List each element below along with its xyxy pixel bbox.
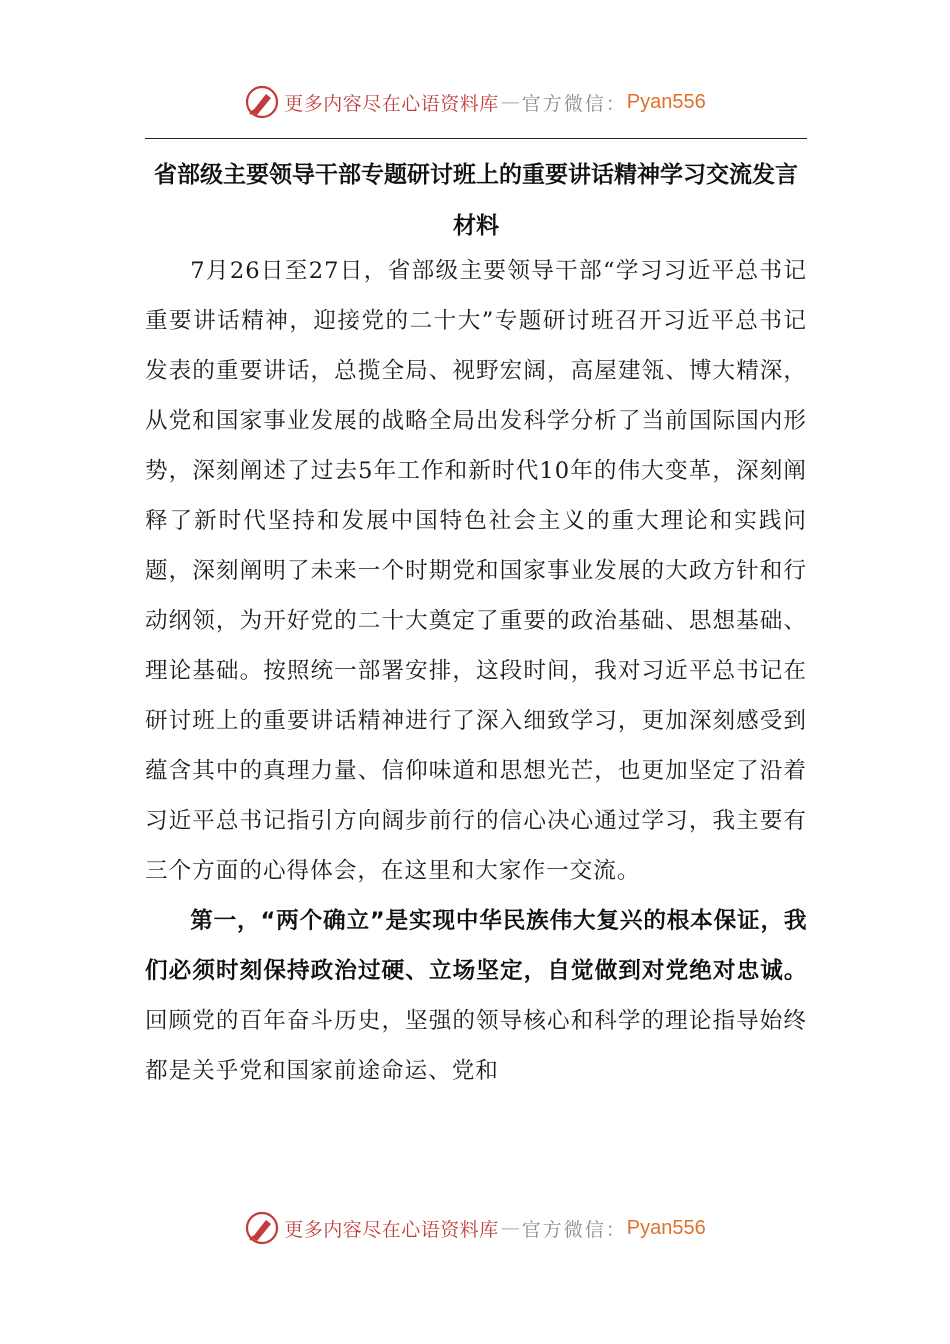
- header-rule: [145, 138, 807, 139]
- banner-separator: —: [500, 1217, 520, 1239]
- banner-wechat-label: 官方微信：: [521, 92, 627, 115]
- document-body: [145, 246, 807, 1096]
- paragraph-text: 回顾党的百年奋斗历史，坚强的领导核心和科学的理论指导始终都是关乎党和国家前途命运、党和: [145, 1008, 807, 1084]
- pen-nib-circle-icon: [244, 1210, 280, 1246]
- banner-wechat-id: Pyan556: [626, 90, 706, 113]
- body-paragraph: [145, 896, 807, 1096]
- document-title: 省部级主要领导干部专题研讨班上的重要讲话精神学习交流发言材料: [154, 162, 798, 239]
- pen-nib-circle-icon: [244, 84, 280, 120]
- banner-slogan: 更多内容尽在心语资料库: [284, 1218, 499, 1241]
- paragraph-lead-heading: 第一，“两个确立”是实现中华民族伟大复兴的根本保证，我们必须时刻保持政治过硬、立场坚定，自觉做到对党绝对忠诚。: [145, 908, 807, 984]
- body-paragraph: 7月26日至27日，省部级主要领导干部“学习习近平总书记重要讲话精神，迎接党的二十大”专题研讨班召开习近平总书记发表的重要讲话，总揽全局、视野宏阔，高屋建瓴、博大精深，从党和国家事业发展的战略全局出发科学分析了当前国际国内形势，深刻阐述了过去5年工作和新时代10年的伟大变革，深刻阐释了新时代坚持和发展中国特色社会主义的重大理论和实践问题，深刻阐明了未来一个时期党和国家事业发展的大政方针和行动纲领，为开好党的二十大奠定了重要的政治基础、思想基础、理论基础。按照统一部署安排，这段时间，我对习近平总书记在研讨班上的重要讲话精神进行了深入细致学习，更加深刻感受到蕴含其中的真理力量、信仰味道和思想光芒，也更加坚定了沿着习近平总书记指引方向阔步前行的信心决心通过学习，我主要有三个方面的心得体会，在这里和大家作一交流。: [145, 258, 807, 884]
- banner-wechat-label: 官方微信：: [521, 1218, 627, 1241]
- banner-wechat-id: Pyan556: [626, 1216, 706, 1239]
- footer-watermark-banner: [0, 1208, 950, 1248]
- banner-separator: —: [500, 91, 520, 113]
- banner-slogan: 更多内容尽在心语资料库: [284, 92, 499, 115]
- header-watermark-banner: [0, 82, 950, 122]
